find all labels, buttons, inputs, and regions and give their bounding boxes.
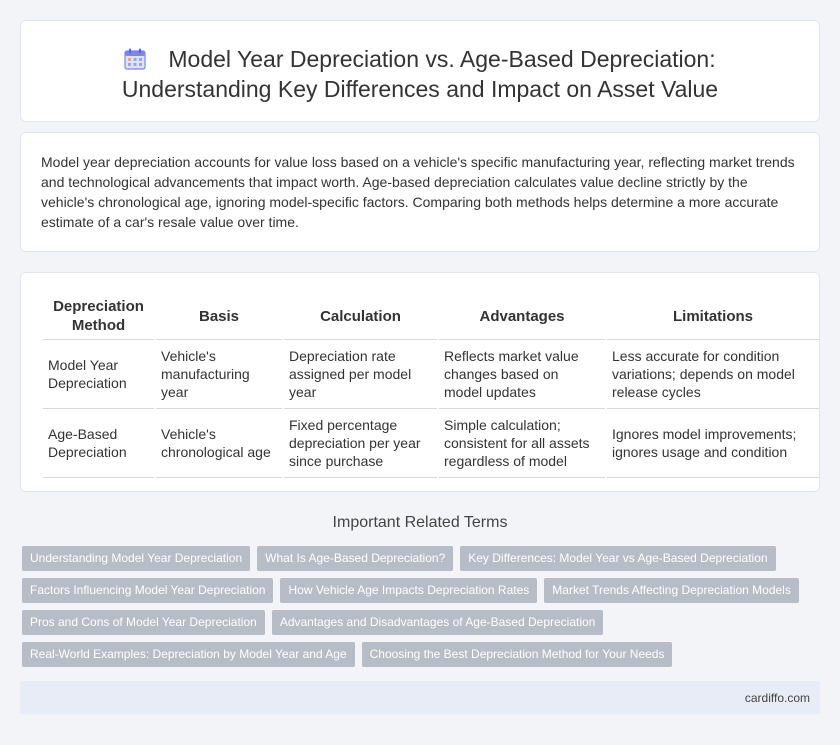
table-cell: Model Year Depreciation [43, 340, 155, 409]
calendar-icon [124, 48, 146, 70]
tag-row [22, 642, 822, 674]
related-term-tag[interactable]: Advantages and Disadvantages of Age-Based Depreciation [272, 610, 604, 635]
page-title [21, 44, 819, 104]
related-term-tag[interactable]: Real-World Examples: Depreciation by Model Year and Age [22, 642, 355, 667]
table-cell: Vehicle's manufacturing year [155, 340, 283, 409]
table-cell: Less accurate for condition variations; depends on model release cycles [606, 340, 819, 409]
table-cell: Vehicle's chronological age [155, 409, 283, 478]
related-term-tag[interactable]: Factors Influencing Model Year Depreciation [22, 578, 273, 603]
column-header: Basis [155, 293, 283, 340]
title-line-2: Understanding Key Differences and Impact on Asset Value [121, 76, 719, 102]
table-cell: Age-Based Depreciation [43, 409, 155, 478]
comparison-table [43, 293, 819, 478]
table-row [43, 340, 819, 409]
related-term-tag[interactable]: What Is Age-Based Depreciation? [257, 546, 453, 571]
table-cell: Simple calculation; consistent for all assets regardless of model [438, 409, 606, 478]
related-terms-heading: Important Related Terms [332, 514, 508, 531]
column-header: Advantages [438, 293, 606, 340]
table-cell: Reflects market value changes based on model updates [438, 340, 606, 409]
related-term-tag[interactable]: Choosing the Best Depreciation Method for Your Needs [362, 642, 673, 667]
column-header: Calculation [283, 293, 438, 340]
related-term-tag[interactable]: Market Trends Affecting Depreciation Models [544, 578, 799, 603]
title-card [20, 20, 820, 122]
column-header: Limitations [606, 293, 819, 340]
related-term-tag[interactable]: How Vehicle Age Impacts Depreciation Rates [280, 578, 537, 603]
intro-card [20, 132, 820, 252]
footer [20, 681, 820, 714]
table-cell: Depreciation rate assigned per model year [283, 340, 438, 409]
tag-row [22, 578, 822, 610]
table-cell: Fixed percentage depreciation per year since purchase [283, 409, 438, 478]
intro-text: Model year depreciation accounts for value loss based on a vehicle's specific manufacturing year, reflecting market trends and technological advancements that impact worth. Age-based depreciation calculates value decline strictly by the vehicle's chronological age, ignoring model-specific factors. Comparing both methods helps determine a more accurate estimate of a car's resale value over time. [41, 154, 795, 230]
tag-row [22, 546, 822, 578]
table-cell: Ignores model improvements; ignores usage and condition [606, 409, 819, 478]
related-term-tag[interactable]: Pros and Cons of Model Year Depreciation [22, 610, 265, 635]
related-terms-tags [22, 546, 822, 674]
table-row [43, 409, 819, 478]
tag-row [22, 610, 822, 642]
table-header-row [43, 293, 819, 340]
related-term-tag[interactable]: Understanding Model Year Depreciation [22, 546, 250, 571]
comparison-table-card [20, 272, 820, 492]
column-header: Depreciation Method [43, 293, 155, 340]
title-line-1: Model Year Depreciation vs. Age-Based Depreciation: [168, 46, 716, 72]
footer-site-link[interactable]: cardiffo.com [744, 691, 810, 705]
related-term-tag[interactable]: Key Differences: Model Year vs Age-Based Depreciation [460, 546, 775, 571]
